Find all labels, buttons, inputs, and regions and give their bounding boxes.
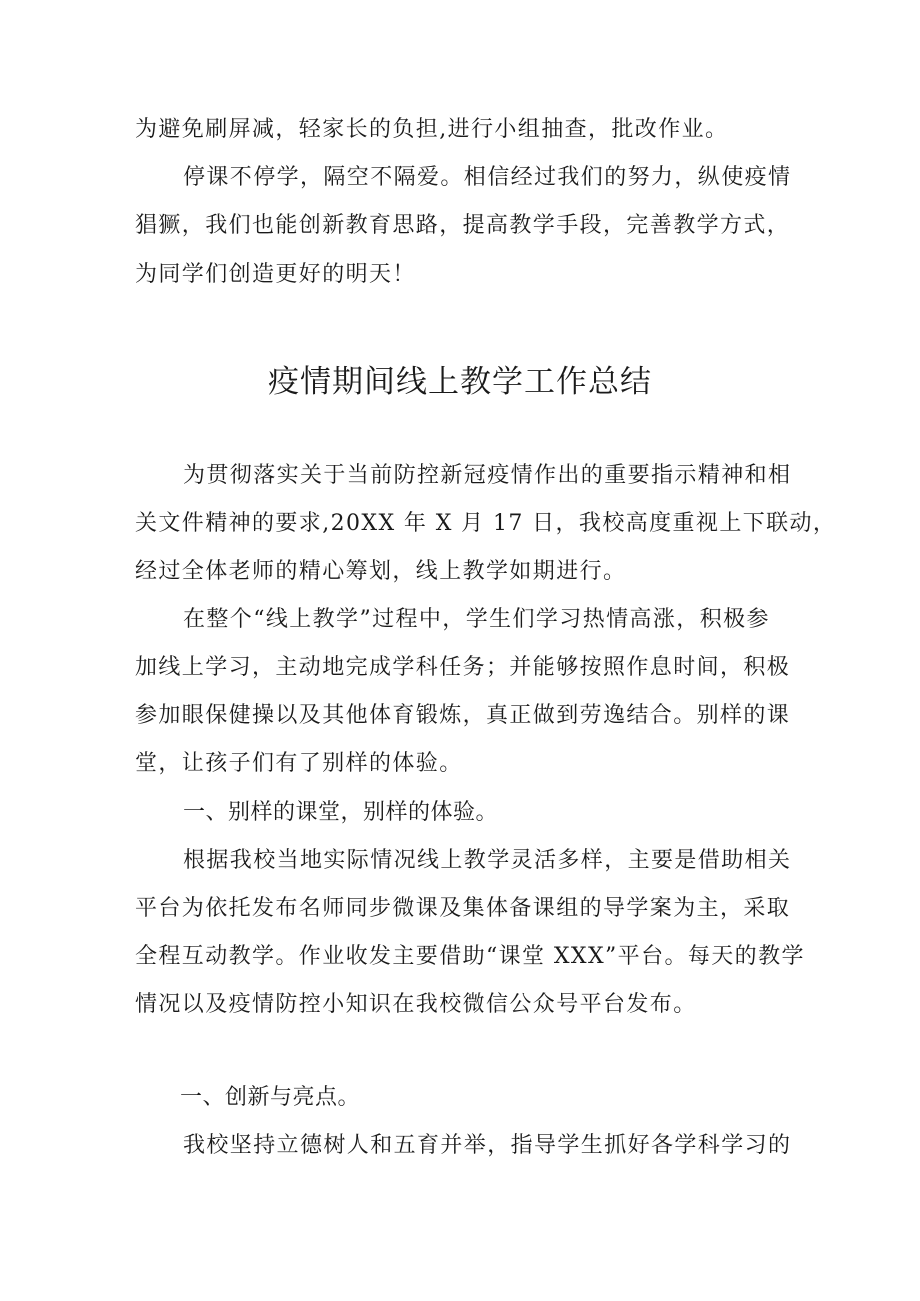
text-line: 为贯彻落实关于当前防控新冠疫情作出的重要指示精神和相: [183, 463, 792, 488]
text-line: 为同学们创造更好的明天！: [135, 262, 416, 287]
section-heading: 一、别样的课堂，别样的体验。: [183, 800, 499, 825]
text-line: 经过全体老师的精心筹划，线上教学如期进行。: [135, 559, 627, 584]
text-line: 情况以及疫情防控小知识在我校微信公众号平台发布。: [135, 992, 697, 1017]
section-heading: 一、创新与亮点。: [180, 1085, 361, 1110]
text-line: 猖獗，我们也能创新教育思路，提高教学手段，完善教学方式，: [135, 213, 791, 238]
text-line: 停课不停学，隔空不隔爱。相信经过我们的努力，纵使疫情: [183, 165, 792, 190]
text-line: 堂，让孩子们有了别样的体验。: [135, 751, 463, 776]
text-line: 全程互动教学。作业收发主要借助“课堂 XXX”平台。每天的教学: [135, 944, 805, 969]
text-line: 加线上学习，主动地完成学科任务；并能够按照作息时间，积极: [135, 655, 791, 680]
document-title: 疫情期间线上教学工作总结: [268, 364, 652, 400]
text-line: 平台为依托发布名师同步微课及集体备课组的导学案为主，采取: [135, 896, 791, 921]
text-line: 为避免刷屏减，轻家长的负担,进行小组抽查，批改作业。: [135, 117, 729, 142]
text-line: 关文件精神的要求,20XX 年 X 月 17 日，我校高度重视上下联动，: [135, 511, 837, 536]
text-line: 参加眼保健操以及其他体育锻炼，真正做到劳逸结合。别样的课: [135, 703, 791, 728]
text-line: 在整个“线上教学”过程中，学生们学习热情高涨，积极参: [183, 607, 770, 632]
text-line: 根据我校当地实际情况线上教学灵活多样，主要是借助相关: [183, 848, 792, 873]
text-line: 我校坚持立德树人和五育并举，指导学生抓好各学科学习的: [183, 1133, 792, 1158]
